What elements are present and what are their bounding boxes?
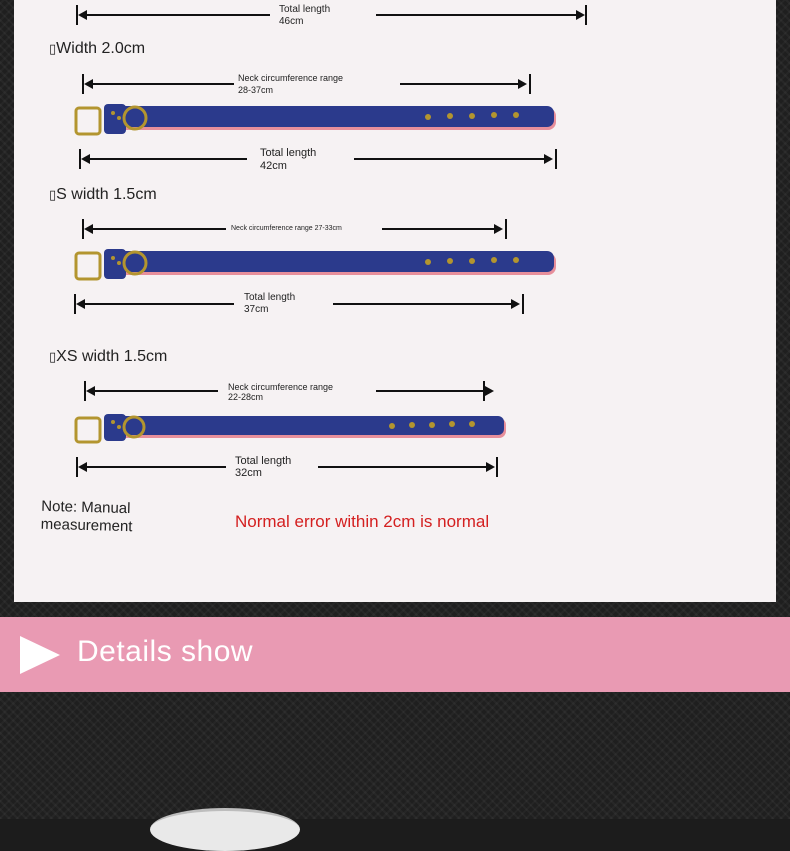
s-total-label: Total length	[244, 292, 296, 303]
xs-neck-label: Neck circumference range	[228, 382, 334, 392]
s-total-value: 37cm	[244, 304, 269, 315]
s-neck-text: Neck circumference range 27-33cm	[231, 225, 342, 232]
m-total-label: Total length	[260, 147, 317, 159]
play-triangle-icon	[20, 636, 60, 674]
m-total-value: 42cm	[260, 160, 287, 172]
size-xs-heading: ▯XS width 1.5cm	[49, 348, 168, 365]
size-m-heading: ▯Width 2.0cm	[49, 40, 146, 57]
m-neck-value: 28-37cm	[238, 85, 274, 95]
top-total-value: 46cm	[279, 16, 304, 27]
collar-s-image	[70, 243, 565, 288]
error-tolerance-text: Normal error within 2cm is normal	[235, 512, 490, 531]
xs-total-value: 32cm	[235, 467, 262, 479]
size-s-heading: ▯S width 1.5cm	[49, 186, 157, 203]
details-show-banner	[0, 617, 790, 692]
collar-xs-image	[70, 408, 515, 448]
collar-m-image	[70, 98, 565, 143]
m-neck-label: Neck circumference range	[238, 73, 344, 83]
xs-neck-value: 22-28cm	[228, 392, 264, 402]
manual-measurement-note: Note: Manual measurement	[40, 497, 133, 536]
product-bowl-image	[150, 808, 300, 851]
xs-total-label: Total length	[235, 455, 292, 467]
top-total-label: Total length	[279, 4, 331, 15]
banner-title: Details show	[77, 635, 254, 668]
